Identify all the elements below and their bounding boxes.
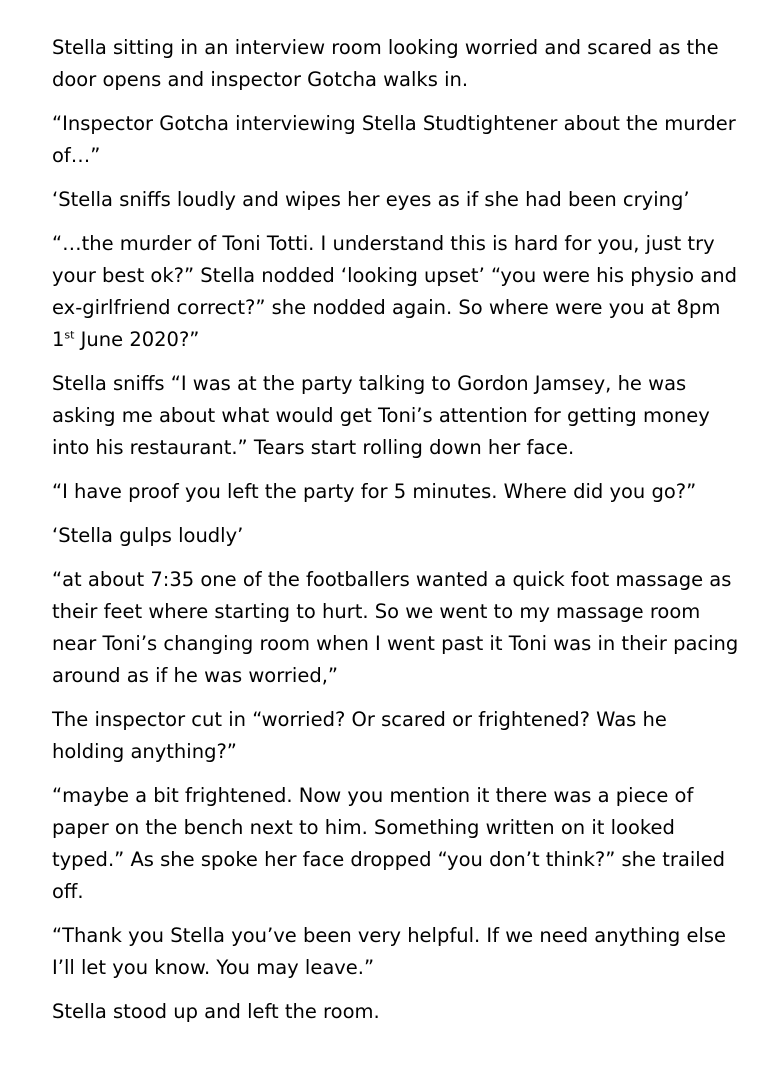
- paragraph-question-whereabouts: [52, 228, 742, 356]
- paragraph-party-alibi: Stella sniffs “I was at the party talking to Gordon Jamsey, he was asking me about what would get Toni’s attention for getting money into his restaurant.” Tears start rolling down her face.: [52, 372, 710, 459]
- paragraph-thank-you: “Thank you Stella you’ve been very helpful. If we need anything else I’ll let you know. You may leave.”: [52, 924, 727, 979]
- paragraph-opening-statement: “Inspector Gotcha interviewing Stella Studtightener about the murder of…”: [52, 112, 736, 167]
- paragraph-frightened: “maybe a bit frightened. Now you mention it there was a piece of paper on the bench next to him. Something written on it looked typed.” As she spoke her face dropped “you don’t think?” she trailed off.: [52, 784, 726, 903]
- paragraph-leaves: Stella stood up and left the room.: [52, 1000, 380, 1023]
- document-body: [52, 32, 742, 1040]
- paragraph-massage-story: “at about 7:35 one of the footballers wanted a quick foot massage as their feet where starting to hurt. So we went to my massage room near Toni’s changing room when I went past it Toni was in their pacing around as if he was worried,”: [52, 568, 739, 687]
- paragraph-stella-gulps: ‘Stella gulps loudly’: [52, 524, 244, 547]
- paragraph-inspector-cuts-in: The inspector cut in “worried? Or scared or frightened? Was he holding anything?”: [52, 708, 667, 763]
- paragraph-stella-sniffs: ‘Stella sniffs loudly and wipes her eyes as if she had been crying’: [52, 188, 690, 211]
- paragraph-intro: Stella sitting in an interview room looking worried and scared as the door opens and inspector Gotcha walks in.: [52, 36, 719, 91]
- paragraph-question-date: June 2020?”: [74, 328, 200, 351]
- paragraph-question-text: “…the murder of Toni Totti. I understand this is hard for you, just try your best ok?” Stella nodded ‘looking upset’ “you were his physio and ex-girlfriend correct?” she nodded again. So where were you at 8pm 1: [52, 232, 737, 351]
- paragraph-proof: “I have proof you left the party for 5 minutes. Where did you go?”: [52, 480, 697, 503]
- ordinal-suffix: st: [64, 328, 75, 342]
